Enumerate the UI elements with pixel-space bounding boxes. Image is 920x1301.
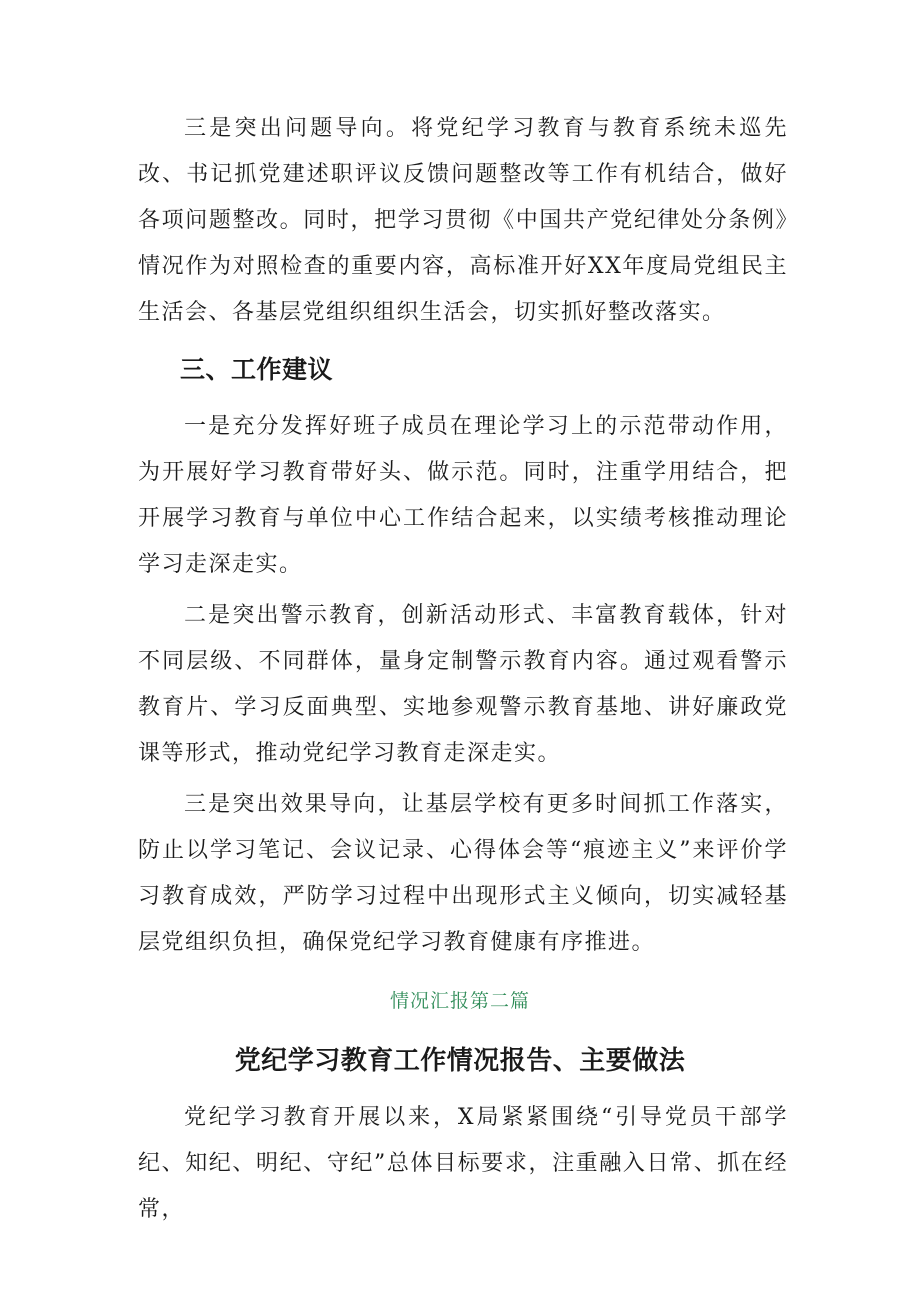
paragraph-suggestion-three: 三是突出效果导向，让基层学校有更多时间抓工作落实，防止以学习笔记、会议记录、心得体会等“痕迹主义”来评价学习教育成效，严防学习过程中出现形式主义倾向，切实减轻基层党组织负担，确保党纪学习教育健康有序推进。 [138, 792, 788, 955]
paragraph-suggestion-two: 二是突出警示教育，创新活动形式、丰富教育载体，针对不同层级、不同群体，量身定制警示教育内容。通过观看警示教育片、学习反面典型、实地参观警示教育基地、讲好廉政党课等形式，推动党纪学习教育走深走实。 [138, 603, 788, 766]
article-title: 党纪学习教育工作情况报告、主要做法 [234, 1046, 686, 1076]
article-subtitle: 情况汇报第二篇 [389, 990, 530, 1012]
paragraph-suggestion-one: 一是充分发挥好班子成员在理论学习上的示范带动作用，为开展好学习教育带好头、做示范。同时，注重学用结合，把开展学习教育与单位中心工作结合起来，以实绩考核推动理论学习走深走实。 [138, 414, 788, 577]
paragraph-article-intro: 党纪学习教育开展以来，X局紧紧围绕“引导党员干部学纪、知纪、明纪、守纪”总体目标要求，注重融入日常、抓在经常， [138, 1105, 788, 1222]
paragraph-problem-orientation: 三是突出问题导向。将党纪学习教育与教育系统未巡先改、书记抓党建述职评议反馈问题整改等工作有机结合，做好各项问题整改。同时，把学习贯彻《中国共产党纪律处分条例》情况作为对照检查的重要内容，高标准开好XX年度局党组民主生活会、各基层党组织组织生活会，切实抓好整改落实。 [138, 116, 788, 325]
section-heading-work-suggestions: 三、工作建议 [180, 355, 334, 384]
